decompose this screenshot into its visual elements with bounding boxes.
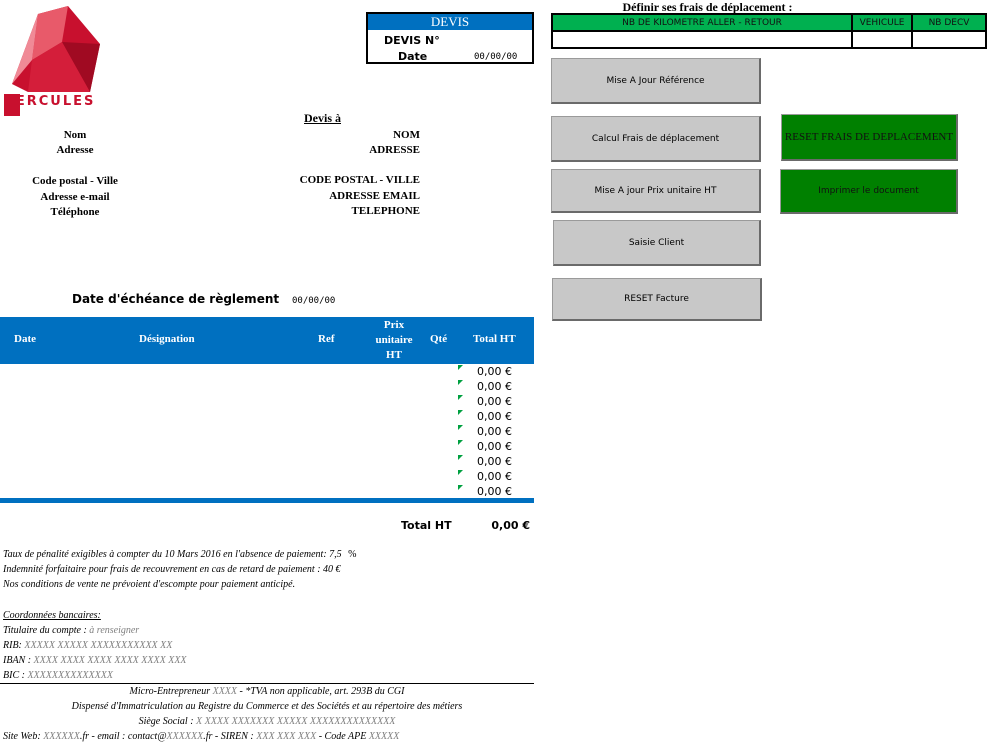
footer-email-value[interactable]: XXXXXX <box>166 731 204 742</box>
total-label: Total HT <box>401 519 452 532</box>
reset-frais-button[interactable]: RESET FRAIS DE DEPLACEMENT <box>781 114 958 161</box>
col-qte: Qté <box>430 333 448 345</box>
value-adresse[interactable]: ADRESSE <box>369 144 420 156</box>
footer-siren-value[interactable]: XXX XXX XXX <box>256 731 317 742</box>
bank-iban-label: IBAN : <box>3 655 32 666</box>
bank-titulaire-value[interactable]: à renseigner <box>89 625 140 636</box>
bank-iban <box>3 655 187 666</box>
cell-comment-indicator <box>458 440 463 445</box>
col-total: Total HT <box>473 333 516 345</box>
footer-tva: - *TVA non applicable, art. 293B du CGI <box>239 686 405 697</box>
company-name: HERCULES <box>3 94 96 109</box>
row-total-value[interactable]: 0,00 € <box>477 440 512 453</box>
saisie-client-button[interactable]: Saisie Client <box>553 220 761 266</box>
devis-number-label: DEVIS N° <box>384 34 440 47</box>
footer-ape-value[interactable]: XXXXX <box>368 731 400 742</box>
label-telephone: Téléphone <box>50 206 100 218</box>
condition-penalite-text: Taux de pénalité exigibles à compter du 10 Mars 2016 en l'absence de paiement: <box>3 549 327 560</box>
row-total-value[interactable]: 0,00 € <box>477 470 512 483</box>
footer-line3 <box>0 716 534 727</box>
footer-ape-label: - Code APE <box>318 731 367 742</box>
col-prix-line2: unitaire <box>375 334 413 346</box>
calcul-frais-button[interactable]: Calcul Frais de déplacement <box>551 116 761 162</box>
bank-titulaire-label: Titulaire du compte : <box>3 625 87 636</box>
devis-date-value[interactable]: 00/00/00 <box>474 52 518 62</box>
frais-nbdecv-input[interactable] <box>912 31 986 48</box>
cell-comment-indicator <box>458 455 463 460</box>
condition-penalite <box>3 549 357 560</box>
bank-titulaire <box>3 625 139 636</box>
items-table-header <box>0 317 534 364</box>
devis-date-label: Date <box>398 50 428 63</box>
cell-comment-indicator <box>458 425 463 430</box>
bank-rib-value[interactable]: XXXXX XXXXX XXXXXXXXXXX XX <box>24 640 173 651</box>
cell-comment-indicator <box>458 380 463 385</box>
bank-rib-label: RIB: <box>3 640 22 651</box>
bank-heading: Coordonnées bancaires: <box>3 610 101 621</box>
label-nom: Nom <box>63 129 87 141</box>
row-total-value[interactable]: 0,00 € <box>477 425 512 438</box>
bank-rib <box>3 640 172 651</box>
label-email: Adresse e-mail <box>40 191 110 203</box>
label-cp-ville: Code postal - Ville <box>32 175 118 187</box>
footer-web-value[interactable]: XXXXXX <box>43 731 80 742</box>
frais-vehicule-input[interactable] <box>852 31 912 48</box>
maj-prix-unitaire-button[interactable]: Mise A jour Prix unitaire HT <box>551 169 761 213</box>
col-designation: Désignation <box>139 333 195 345</box>
table-bottom-border <box>0 498 534 503</box>
footer-divider <box>0 683 534 684</box>
echeance-value[interactable]: 00/00/00 <box>292 296 336 306</box>
cell-comment-indicator <box>458 395 463 400</box>
cell-comment-indicator <box>458 365 463 370</box>
row-total-value[interactable]: 0,00 € <box>477 485 512 498</box>
frais-table <box>551 13 987 49</box>
condition-escompte: Nos conditions de vente ne prévoient d'escompte pour paiement anticipé. <box>3 579 296 590</box>
footer-line2: Dispensé d'Immatriculation au Registre du Commerce et des Sociétés et au répertoire des métiers <box>71 701 463 712</box>
cell-comment-indicator <box>458 485 463 490</box>
col-date: Date <box>14 333 36 345</box>
row-total-value[interactable]: 0,00 € <box>477 410 512 423</box>
value-email[interactable]: ADRESSE EMAIL <box>329 190 420 202</box>
footer-siege-value[interactable]: X XXXX XXXXXXX XXXXX XXXXXXXXXXXXXX <box>196 716 396 727</box>
footer-email-label: .fr - email : contact@ <box>79 731 167 742</box>
row-total-value[interactable]: 0,00 € <box>477 380 512 393</box>
devis-a-heading: Devis à <box>304 111 341 125</box>
echeance-label: Date d'échéance de règlement <box>72 292 280 306</box>
col-prix-line1: Prix <box>383 319 405 331</box>
row-total-value[interactable]: 0,00 € <box>477 455 512 468</box>
row-total-value[interactable]: 0,00 € <box>477 365 512 378</box>
footer-statut: Micro-Entrepreneur <box>129 686 211 697</box>
bank-bic-label: BIC : <box>3 670 25 681</box>
imprimer-button[interactable]: Imprimer le document <box>780 169 958 214</box>
frais-col-nbdecv: NB DECV <box>912 14 986 31</box>
bank-iban-value[interactable]: XXXX XXXX XXXX XXXX XXXX XXX <box>33 655 187 666</box>
row-total-value[interactable]: 0,00 € <box>477 395 512 408</box>
col-ref: Ref <box>318 333 335 345</box>
value-telephone[interactable]: TELEPHONE <box>351 205 420 217</box>
value-nom[interactable]: NOM <box>393 129 420 141</box>
footer-statut-value[interactable]: XXXX <box>212 686 238 697</box>
total-value: 0,00 € <box>491 519 530 532</box>
footer-web-label: Site Web: <box>3 731 41 742</box>
frais-col-km: NB DE KILOMETRE ALLER - RETOUR <box>552 14 852 31</box>
footer-line4 <box>3 731 537 742</box>
col-prix-line3: HT <box>386 349 402 361</box>
frais-km-input[interactable] <box>552 31 852 48</box>
footer-siege-label: Siège Social : <box>138 716 194 727</box>
bank-bic <box>3 670 113 681</box>
condition-indemnite: Indemnité forfaitaire pour frais de recouvrement en cas de retard de paiement : 40 € <box>3 564 341 575</box>
bank-bic-value[interactable]: XXXXXXXXXXXXXX <box>27 670 113 681</box>
cell-comment-indicator <box>458 470 463 475</box>
mise-a-jour-reference-button[interactable]: Mise A Jour Référence <box>551 58 761 104</box>
cell-comment-indicator <box>458 410 463 415</box>
value-cp-ville[interactable]: CODE POSTAL - VILLE <box>299 174 420 186</box>
footer-line1 <box>0 686 534 697</box>
frais-title: Définir ses frais de déplacement : <box>622 0 793 14</box>
devis-header: DEVIS <box>368 14 532 30</box>
devis-box <box>366 12 534 64</box>
label-adresse: Adresse <box>56 144 94 156</box>
reset-facture-button[interactable]: RESET Facture <box>552 278 762 321</box>
condition-penalite-unit: % <box>348 549 357 560</box>
condition-penalite-rate[interactable]: 7,5 <box>329 549 342 560</box>
footer-siren-label: .fr - SIREN : <box>203 731 254 742</box>
frais-col-vehicule: VEHICULE <box>852 14 912 31</box>
